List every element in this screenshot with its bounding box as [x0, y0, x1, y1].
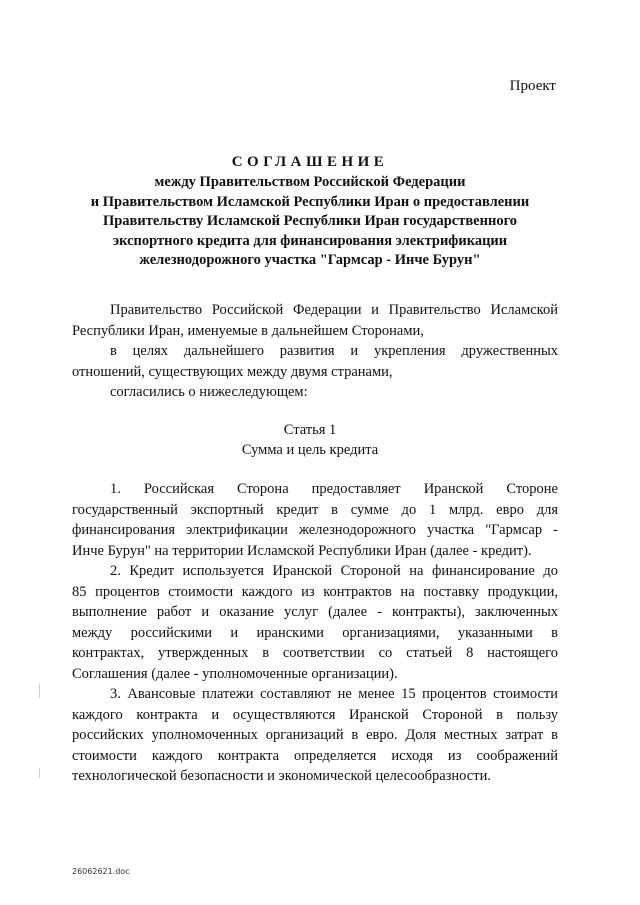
scan-margin-mark [39, 684, 40, 698]
subtitle-line: и Правительством Исламской Республики Иран о предоставлении [90, 193, 530, 210]
article-line: 1. Российская Сторона предоставляет Иранской Стороне [110, 481, 558, 497]
article-line: Инче Бурун" на территории Исламской Республики Иран (далее - кредит). [72, 542, 532, 559]
article-line: контрактах, утвержденных в соответствии со статьей 8 настоящего [72, 645, 558, 661]
project-label: Проект [509, 78, 556, 94]
agreement-title: СОГЛАШЕНИЕ [231, 154, 389, 170]
subtitle-line: между Правительством Российской Федерации [154, 174, 466, 190]
article-line: технологической безопасности и экономической целесообразности. [72, 768, 491, 784]
preamble-line: Правительство Российской Федерации и Правительство Исламской [110, 302, 558, 318]
article-line: каждого контракта и осуществляются Иранской Стороной в пользу [72, 706, 558, 723]
article-line: стоимости каждого контракта определяется исходя из соображений [72, 747, 558, 764]
article-line: 85 процентов стоимости каждого из контрактов на поставку продукции, [72, 583, 558, 600]
article-line: государственный экспортный кредит в сумме до 1 млрд. евро для [72, 501, 558, 518]
article-title: Сумма и цель кредита [241, 442, 379, 458]
preamble-line: отношений, существующих между двумя странами, [72, 363, 393, 380]
subtitle-line: экспортного кредита для финансирования электрификации [112, 232, 508, 249]
article-line: 3. Авансовые платежи составляют не менее 15 процентов стоимости [110, 686, 558, 702]
article-number: Статья 1 [283, 422, 337, 438]
preamble [72, 300, 558, 403]
subtitle-line: Правительству Исламской Республики Иран государственного [102, 213, 518, 229]
agreement-title-block [60, 151, 560, 271]
article-body [72, 479, 558, 787]
article-line: выполнение работ и оказание услуг (далее - контракты), заключенных [72, 604, 558, 620]
preamble-line: в целях дальнейшего развития и укрепления дружественных [110, 343, 558, 359]
footer-file-name: 26062621.doc [72, 867, 130, 876]
preamble-line: согласились о нижеследующем: [110, 384, 308, 400]
article-heading [60, 420, 560, 460]
subtitle-line: железнодорожного участка "Гармсар - Инче Бурун" [139, 252, 481, 268]
agreement-subtitle [60, 173, 560, 271]
article-line: 2. Кредит используется Иранской Стороной на финансирование до [110, 563, 558, 579]
article-line: российских уполномоченных организаций в евро. Доля местных затрат в [72, 727, 558, 743]
preamble-line: Республики Иран, именуемые в дальнейшем Сторонами, [72, 322, 424, 339]
article-line: финансирования электрификации железнодорожного участка "Гармсар - [72, 522, 558, 538]
scan-margin-mark [39, 768, 40, 778]
article-line: между российскими и иранскими организациями, указанными в [72, 624, 558, 641]
article-line: Соглашения (далее - уполномоченные организации). [72, 665, 398, 682]
